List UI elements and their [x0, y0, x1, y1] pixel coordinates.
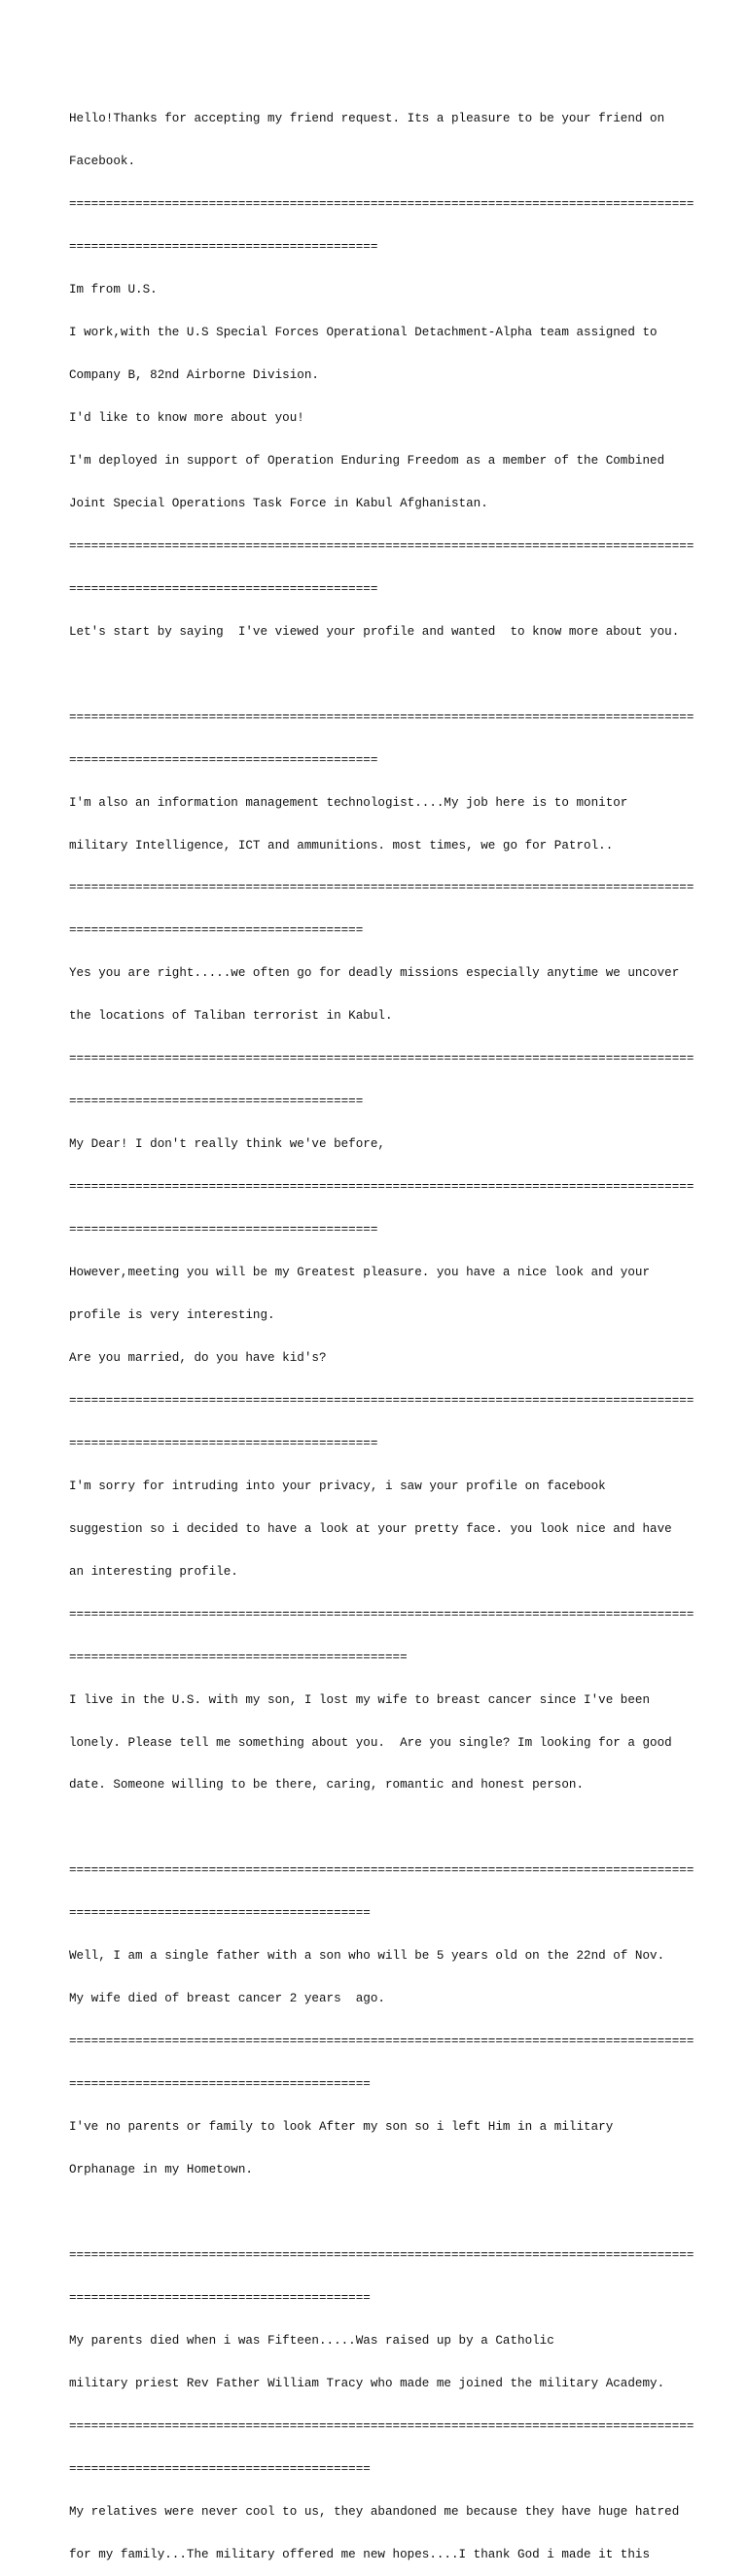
separator-line: =====================================================================================	[69, 2247, 694, 2262]
separator-line: ==========================================	[69, 1436, 378, 1450]
text-line: an interesting profile.	[69, 1564, 238, 1579]
text-line: I live in the U.S. with my son, I lost my wife to breast cancer since I've been	[69, 1692, 651, 1707]
blank-line	[69, 1821, 692, 1835]
text-line: Let's start by saying I've viewed your profile and wanted to know more about you.	[69, 624, 680, 639]
text-line: Well, I am a single father with a son who will be 5 years old on the 22nd of Nov.	[69, 1949, 665, 1964]
text-line: date. Someone willing to be there, caring, romantic and honest person.	[69, 1778, 585, 1793]
separator-line: =====================================================================================	[69, 1607, 694, 1621]
text-line: Orphanage in my Hometown.	[69, 2163, 253, 2177]
text-line: Im from U.S.	[69, 283, 158, 297]
separator-line: =========================================	[69, 1906, 371, 1921]
text-line: profile is very interesting.	[69, 1308, 275, 1322]
separator-line: =========================================	[69, 2077, 371, 2092]
separator-line: =====================================================================================	[69, 881, 694, 895]
text-line: My wife died of breast cancer 2 years ago.	[69, 1992, 385, 2006]
text-line: I work,with the U.S Special Forces Operational Detachment-Alpha team assigned to	[69, 326, 658, 340]
text-line: Company B, 82nd Airborne Division.	[69, 368, 319, 383]
separator-line: ==========================================	[69, 581, 378, 596]
text-line: Are you married, do you have kid's?	[69, 1350, 327, 1365]
text-line: I'm deployed in support of Operation Enduring Freedom as a member of the Combined	[69, 453, 665, 468]
text-line: Yes you are right.....we often go for deadly missions especially anytime we uncover	[69, 966, 680, 981]
separator-line: ==============================================	[69, 1650, 408, 1664]
text-line: military Intelligence, ICT and ammunitions. most times, we go for Patrol..	[69, 838, 614, 853]
separator-line: ========================================	[69, 923, 364, 938]
separator-line: =====================================================================================	[69, 539, 694, 553]
text-line: I'm also an information management technologist....My job here is to monitor	[69, 795, 628, 810]
separator-line: =====================================================================================	[69, 1863, 694, 1878]
separator-line: =====================================================================================	[69, 710, 694, 724]
text-line: However,meeting you will be my Greatest pleasure. you have a nice look and your	[69, 1266, 651, 1280]
text-line: My relatives were never cool to us, they abandoned me because they have huge hatred	[69, 2504, 680, 2519]
text-line: I'd like to know more about you!	[69, 410, 304, 425]
text-line: Facebook.	[69, 155, 136, 169]
text-line: suggestion so i decided to have a look at your pretty face. you look nice and have	[69, 1521, 672, 1536]
text-line: Joint Special Operations Task Force in Kabul Afghanistan.	[69, 496, 488, 510]
text-line: for my family...The military offered me new hopes....I thank God i made it this	[69, 2547, 651, 2561]
separator-line: =====================================================================================	[69, 2419, 694, 2433]
text-line: Hello!Thanks for accepting my friend request. Its a pleasure to be your friend on	[69, 112, 665, 126]
text-line: the locations of Taliban terrorist in Kabul.	[69, 1009, 393, 1024]
text-line: I've no parents or family to look After my son so i left Him in a military	[69, 2120, 614, 2135]
separator-line: =====================================================================================	[69, 197, 694, 212]
separator-line: =====================================================================================	[69, 1052, 694, 1066]
text-line: My parents died when i was Fifteen.....Was raised up by a Catholic	[69, 2333, 554, 2348]
separator-line: =====================================================================================	[69, 2035, 694, 2049]
text-line: lonely. Please tell me something about you. Are you single? Im looking for a good	[69, 1735, 672, 1750]
blank-line	[69, 2206, 692, 2220]
document-body	[69, 84, 692, 2576]
separator-line: ==========================================	[69, 1223, 378, 1237]
separator-line: ========================================	[69, 1095, 364, 1109]
separator-line: ==========================================	[69, 240, 378, 255]
separator-line: =====================================================================================	[69, 1393, 694, 1408]
separator-line: =========================================	[69, 2290, 371, 2305]
blank-line	[69, 668, 692, 682]
separator-line: =========================================	[69, 2461, 371, 2476]
text-line: military priest Rev Father William Tracy who made me joined the military Academy.	[69, 2376, 665, 2390]
text-line: I'm sorry for intruding into your privacy, i saw your profile on facebook	[69, 1479, 606, 1493]
separator-line: ==========================================	[69, 752, 378, 767]
separator-line: =====================================================================================	[69, 1180, 694, 1195]
text-line: My Dear! I don't really think we've before,	[69, 1137, 385, 1152]
